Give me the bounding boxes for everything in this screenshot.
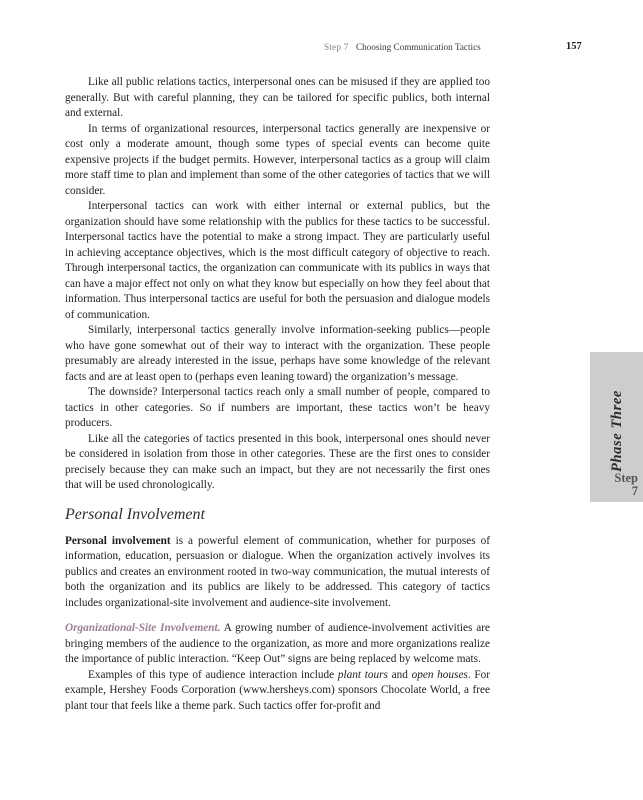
paragraph: Similarly, interpersonal tactics generally involve information-seeking publics—people who have gone somewhat out of their way to interact with the organization. These people presumably are already interested in the issue, perhaps have some knowledge of the relevant facts and are at least open to (perhaps even leaning toward) the organization’s message. bbox=[65, 324, 490, 383]
running-head-title: Choosing Communication Tactics bbox=[356, 42, 481, 52]
section-intro-paragraph bbox=[65, 534, 490, 612]
subsection-heading: Organizational-Site Involvement. bbox=[65, 622, 221, 634]
paragraph: Interpersonal tactics can work with either internal or external publics, but the organization should have some relationship with the publics for these tactics to be successful. Interpersonal tactics have the potential to make a strong impact. They are particularly useful in achieving acceptance objectives, which is the most difficult category of objective to reach. Through interpersonal tactics, the organization can communicate with its publics in ways that can have a major effect not only on what they know but especially on how they feel about that information. Thus interpersonal tactics are useful for both the persuasion and dialogue models of communication. bbox=[65, 200, 490, 321]
page-number: 157 bbox=[566, 41, 582, 52]
running-head bbox=[0, 42, 643, 58]
subsection-paragraph bbox=[65, 621, 490, 668]
step-tab-label: Step bbox=[614, 471, 638, 485]
phase-label: Phase Three bbox=[609, 390, 625, 472]
examples-text-b: and bbox=[387, 668, 412, 681]
subsection-text: A growing number of audience-involvement activities are bringing members of the audience to the organization, as more and more organizations realize the importance of public interaction. “Keep Out” signs are being replaced by welcome mats. bbox=[65, 622, 490, 665]
section-intro-text: is a powerful element of communication, whether for purposes of information, education, persuasion or dialogue. When the organization actively involves its publics and creates an environment rooted in two-way communication, the mutual interests of both the organization and its publics are likely to be addressed. This category of tactics includes organizational-site involvement and audience-site involvement. bbox=[65, 534, 490, 609]
examples-text-a: Examples of this type of audience interaction include bbox=[88, 668, 338, 681]
paragraph: The downside? Interpersonal tactics reach only a small number of people, compared to tactics in other categories. So if numbers are important, these tactics won’t be heavy producers. bbox=[65, 386, 490, 429]
examples-paragraph bbox=[65, 668, 490, 715]
running-head-step: Step 7 bbox=[324, 42, 349, 52]
paragraph: In terms of organizational resources, interpersonal tactics generally are inexpensive or cost only a moderate amount, though some types of special events can become quite expensive projects if the budget permits. However, interpersonal tactics as a group will claim more staff time to plan and implement than some of the other categories of tactics that we will consider. bbox=[65, 122, 490, 197]
emphasis-plant-tours: plant tours bbox=[337, 668, 388, 681]
section-heading: Personal Involvement bbox=[65, 505, 205, 523]
emphasis-open-houses: open houses bbox=[411, 668, 468, 681]
step-tab-number: 7 bbox=[631, 484, 638, 498]
paragraph: Like all public relations tactics, interpersonal ones can be misused if they are applied too generally. But with careful planning, they can be tailored for specific publics, both internal and external. bbox=[65, 76, 490, 119]
examples-text-c: . For example, Hershey Foods Corporation (www.hersheys.com) sponsors Chocolate World, a free plant tour that feels like a theme park. Such tactics offer for-profit and bbox=[65, 668, 490, 712]
body-text bbox=[65, 75, 490, 714]
key-term: Personal involvement bbox=[65, 534, 171, 547]
paragraph: Like all the categories of tactics presented in this book, interpersonal ones should never be considered in isolation from those in other categories. These are the first ones to consider precisely because they can make such an impact, but they are not necessarily the first ones that will be used chronologically. bbox=[65, 432, 490, 491]
